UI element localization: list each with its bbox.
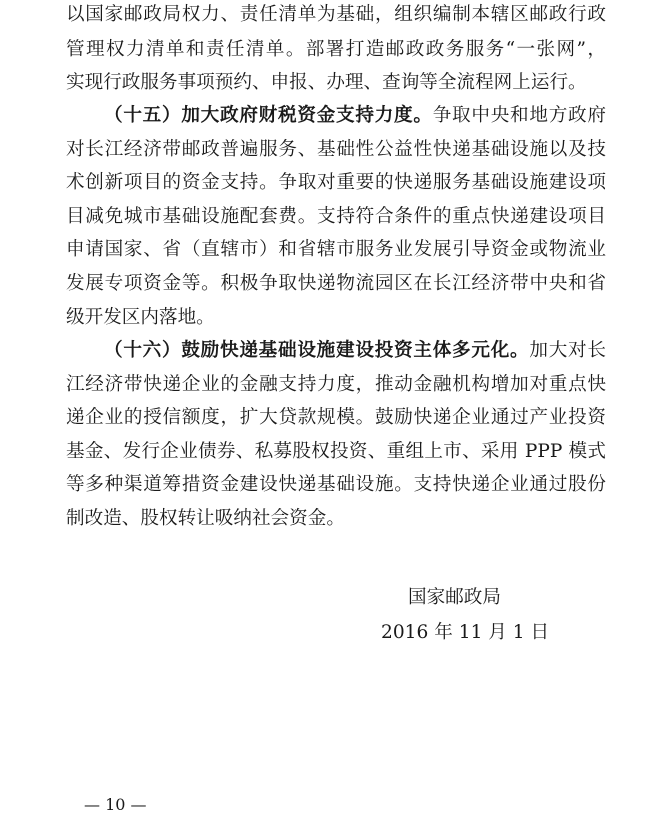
paragraph-line: 对长江经济带邮政普遍服务、基础性公益性快递基础设施以及技 <box>66 139 606 160</box>
paragraph-line: 江经济带快递企业的金融支持力度，推动金融机构增加对重点快 <box>66 374 606 395</box>
paragraph-line: 术创新项目的资金支持。争取对重要的快递服务基础设施建设项 <box>66 172 606 193</box>
section-heading: （十六）鼓励快递基础设施建设投资主体多元化。 <box>104 340 530 361</box>
paragraph-first-line <box>104 339 606 363</box>
paragraph-line: 发展专项资金等。积极争取快递物流园区在长江经济带中央和省 <box>66 273 606 294</box>
paragraph-line: 等多种渠道筹措资金建设快递基础设施。支持快递企业通过股份 <box>66 474 606 495</box>
signature-org: 国家邮政局 <box>408 587 501 608</box>
paragraph-line: 基金、发行企业债券、私募股权投资、重组上市、采用 PPP 模式 <box>66 441 606 462</box>
page-number: — 10 — <box>84 795 147 814</box>
paragraph-line: 目减免城市基础设施配套费。支持符合条件的重点快递建设项目 <box>66 206 606 227</box>
paragraph-line: 管理权力清单和责任清单。部署打造邮政政务服务“一张网”， <box>66 39 606 60</box>
paragraph-line: 制改造、股权转让吸纳社会资金。 <box>66 508 345 529</box>
paragraph-line: 以国家邮政局权力、责任清单为基础，组织编制本辖区邮政行政 <box>66 4 606 25</box>
paragraph-line: 申请国家、省（直辖市）和省辖市服务业发展引导资金或物流业 <box>66 239 606 260</box>
section-heading: （十五）加大政府财税资金支持力度。 <box>104 105 433 126</box>
paragraph-first-line <box>104 104 606 128</box>
paragraph-line: 级开发区内落地。 <box>66 307 215 328</box>
paragraph-text: 加大对长 <box>529 340 606 361</box>
paragraph-line: 递企业的授信额度，扩大贷款规模。鼓励快递企业通过产业投资 <box>66 407 606 428</box>
signature-date: 2016 年 11 月 1 日 <box>381 622 550 643</box>
paragraph-text: 争取中央和地方政府 <box>432 105 606 126</box>
paragraph-line: 实现行政服务事项预约、申报、办理、查询等全流程网上运行。 <box>66 72 587 93</box>
